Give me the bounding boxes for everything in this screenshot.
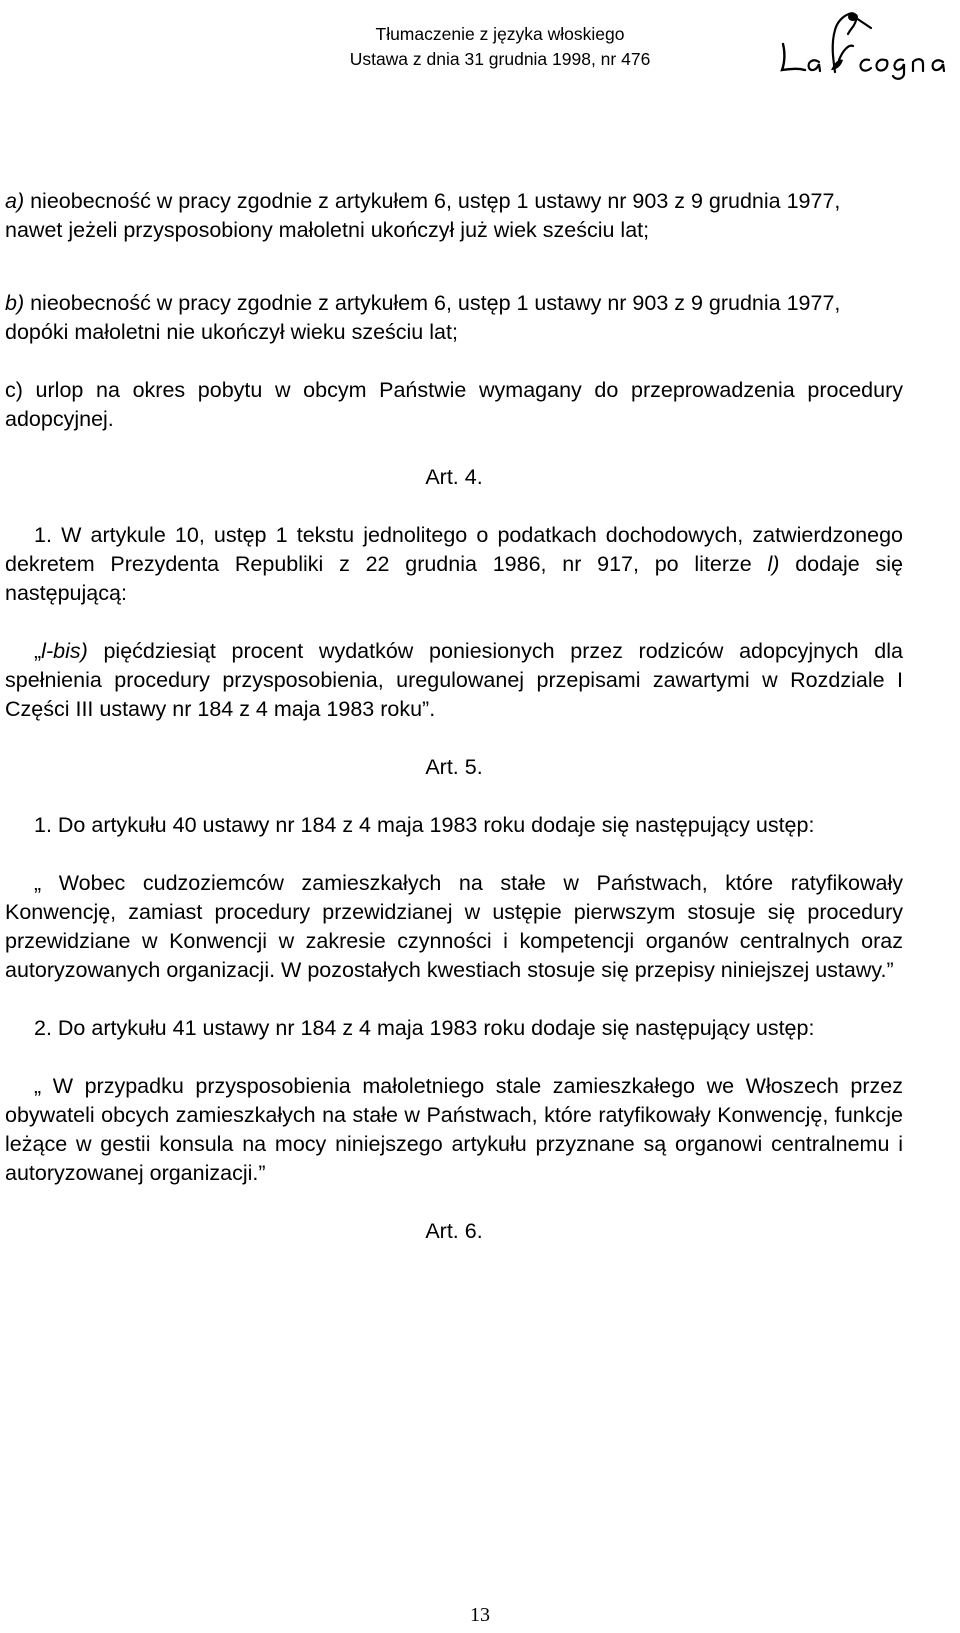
page-number: 13	[470, 1604, 490, 1626]
article-5-quote-2: „ W przypadku przysposobienia małoletniego stale zamieszkałego we Włoszech przez obywateli obcych zamieszkałych na stałe w Państwach, które ratyfikowały Konwencję, funkcje leżące w gestii konsula na mocy niniejszego artykułu przyznane są organowi centralnemu i autoryzowanej organizacji.”	[5, 1074, 903, 1185]
la-cicogna-logo	[773, 0, 960, 80]
l-bis-text: pięćdziesiąt procent wydatków poniesionych przez rodziców adopcyjnych dla spełnienia procedury przysposobienia, uregulowanej przepisami zawartymi w Rozdziale I Części III ustawy nr 184 z 4 maja 1983 roku”.	[5, 639, 903, 721]
article-4-text-end: dodaje się następującą:	[5, 552, 903, 605]
document-header	[320, 22, 680, 72]
article-5-quote-1: „ Wobec cudzoziemców zamieszkałych na stałe w Państwach, które ratyfikowały Konwencję, zamiast procedury przewidzianej w ustępie pierwszym stosuje się procedury przewidziane w Konwencji w zakresie czynności i kompetencji organów centralnych oraz autoryzowanych organizacji. W pozostałych kwestiach stosuje się przepisy niniejszej ustawy.”	[5, 871, 903, 982]
article-5-heading: Art. 5.	[425, 755, 483, 779]
item-b	[5, 289, 903, 347]
l-bis-open-quote: „	[34, 639, 42, 663]
article-4-heading: Art. 4.	[425, 465, 483, 489]
item-b-text: nieobecność w pracy zgodnie z artykułem 6, ustęp 1 ustawy nr 903 z 9 grudnia 1977, dopóki małoletni nie ukończył wieku sześciu lat;	[5, 291, 841, 344]
item-b-label: b)	[5, 291, 25, 315]
article-5-paragraph-1: 1. Do artykułu 40 ustawy nr 184 z 4 maja 1983 roku dodaje się następujący ustęp:	[34, 813, 815, 837]
stork-icon	[773, 0, 960, 80]
article-5-paragraph-2: 2. Do artykułu 41 ustawy nr 184 z 4 maja 1983 roku dodaje się następujący ustęp:	[34, 1016, 815, 1040]
article-6-heading: Art. 6.	[425, 1219, 483, 1243]
item-a-text: nieobecność w pracy zgodnie z artykułem 6, ustęp 1 ustawy nr 903 z 9 grudnia 1977, nawet jeżeli przysposobiony małoletni ukończył już wiek sześciu lat;	[5, 189, 841, 242]
article-4-text-start: 1. W artykule 10, ustęp 1 tekstu jednolitego o podatkach dochodowych, zatwierdzonego dekretem Prezydenta Republiki z 22 grudnia 1986, nr 917, po literze	[5, 523, 903, 576]
item-c: c) urlop na okres pobytu w obcym Państwie wymagany do przeprowadzenia procedury adopcyjnej.	[5, 378, 903, 431]
letter-l-ref: l)	[767, 552, 780, 576]
l-bis-quote	[5, 637, 903, 724]
header-law-reference: Ustawa z dnia 31 grudnia 1998, nr 476	[349, 49, 651, 69]
article-4-paragraph-1	[5, 521, 903, 608]
l-bis-label: l-bis)	[41, 639, 88, 663]
header-translation-note: Tłumaczenie z języka włoskiego	[375, 24, 625, 44]
item-a	[5, 187, 903, 245]
item-a-label: a)	[5, 189, 25, 213]
document-body	[5, 187, 903, 1246]
